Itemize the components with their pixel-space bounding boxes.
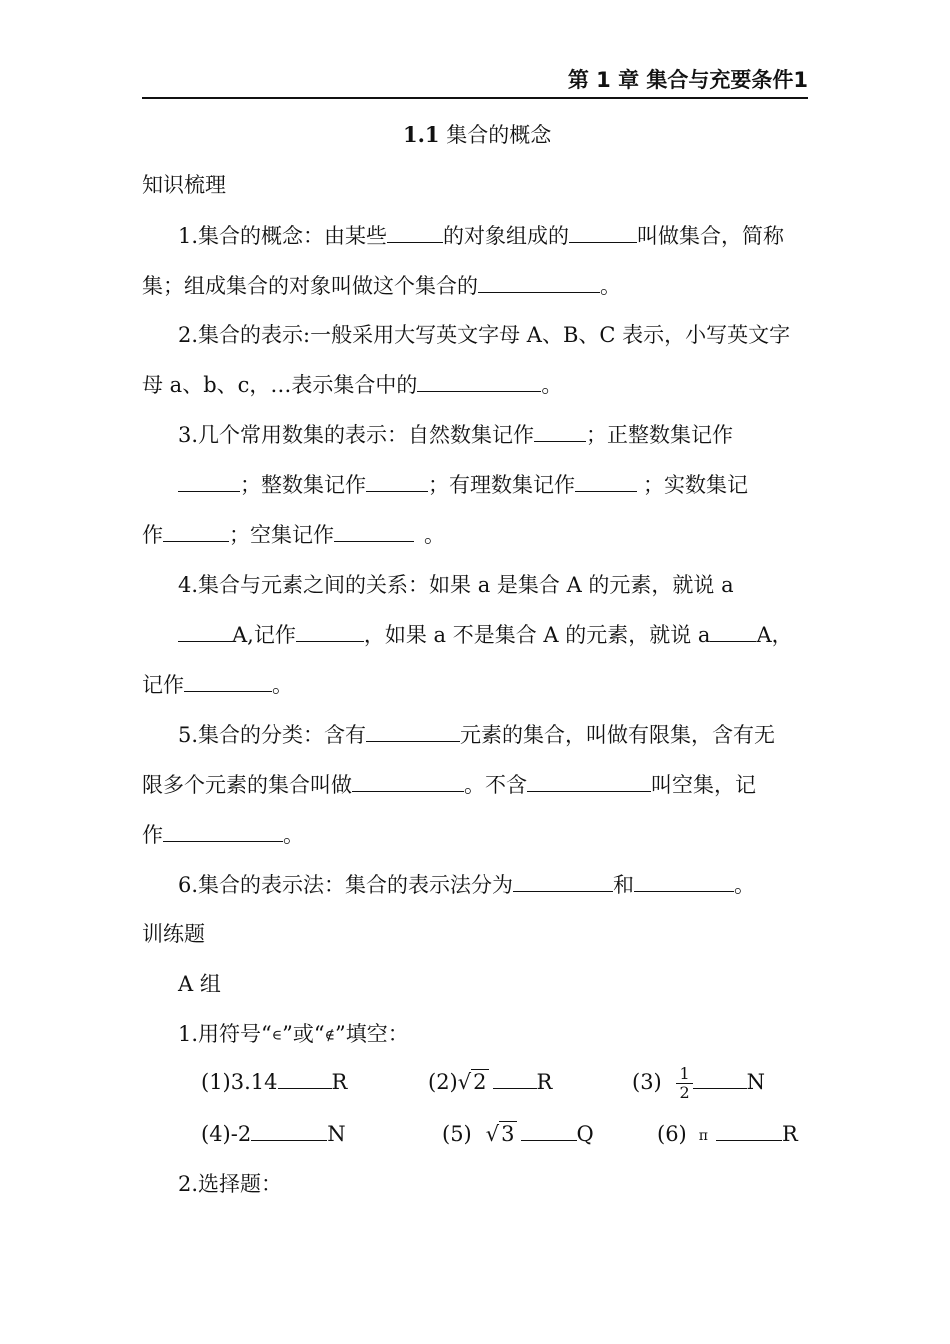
blank-field[interactable] [569, 222, 637, 243]
blank-field[interactable] [693, 1068, 747, 1089]
blank-field[interactable] [163, 521, 229, 542]
item-6-set: R [781, 1122, 798, 1146]
blank-field[interactable] [334, 521, 414, 542]
blank-field[interactable] [366, 721, 460, 742]
p3-text-e: ；实数集记 [643, 473, 748, 497]
blank-field[interactable] [575, 471, 637, 492]
p4-text-e: 记作 [142, 673, 184, 697]
fraction-one-half [676, 1065, 692, 1102]
blank-field[interactable] [366, 471, 428, 492]
item-5 [442, 1120, 594, 1148]
p3-text-h: 。 [424, 523, 445, 547]
blank-field[interactable] [634, 871, 734, 892]
p1-text-a: 1.集合的概念：由某些 [178, 224, 388, 248]
item-6-label: (6) [657, 1122, 687, 1146]
blank-field[interactable] [278, 1068, 332, 1089]
header-divider [142, 97, 808, 99]
p6-text-a: 6.集合的表示法：集合的表示法分为 [178, 873, 514, 897]
paragraph-3-line-1 [178, 421, 733, 449]
blank-field[interactable] [710, 621, 756, 642]
question-2: 2.选择题： [178, 1172, 283, 1196]
blank-field[interactable] [178, 471, 240, 492]
q1-text-c: ”填空： [335, 1022, 409, 1046]
blank-field[interactable] [352, 771, 464, 792]
knowledge-heading: 知识梳理 [142, 173, 226, 197]
p3-text-d: ；有理数集记作 [428, 473, 575, 497]
blank-field[interactable] [387, 222, 443, 243]
paragraph-5-line-1 [178, 721, 775, 749]
item-1-label: (1)3.14 [201, 1070, 278, 1094]
paragraph-2-line-2 [142, 371, 562, 399]
blank-field[interactable] [493, 1068, 537, 1089]
blank-field[interactable] [716, 1120, 782, 1141]
paragraph-5-line-2 [142, 771, 756, 799]
blank-field[interactable] [534, 421, 586, 442]
radicand: 3 [501, 1122, 515, 1146]
p1-text-d: 集；组成集合的对象叫做这个集合的 [142, 274, 478, 298]
p5-text-a: 5.集合的分类：含有 [178, 723, 367, 747]
p5-text-f: 作 [142, 823, 163, 847]
blank-field[interactable] [178, 621, 232, 642]
not-element-of-symbol: ∉ [324, 1027, 336, 1044]
p5-text-g: 。 [283, 823, 304, 847]
sqrt-3: √3 [485, 1122, 515, 1146]
item-6 [657, 1120, 798, 1150]
p5-text-e: 叫空集，记 [651, 773, 756, 797]
blank-field[interactable] [163, 821, 283, 842]
p2-text-b: 母 a、b、c，…表示集合中的 [142, 373, 418, 397]
blank-field[interactable] [521, 1120, 577, 1141]
p4-text-d: A， [756, 623, 793, 647]
item-4 [201, 1120, 346, 1148]
item-5-set: Q [576, 1122, 594, 1146]
item-5-label: (5) [442, 1122, 472, 1146]
item-3 [632, 1062, 765, 1102]
paragraph-3-line-3 [142, 521, 445, 549]
item-4-label: (4)-2 [201, 1122, 252, 1146]
chapter-title: 第 1 章 集合与充要条件1 [567, 68, 808, 92]
blank-field[interactable] [417, 371, 541, 392]
element-of-symbol: ∈ [271, 1027, 283, 1044]
sqrt-2: √2 [457, 1070, 487, 1094]
blank-field[interactable] [513, 871, 613, 892]
item-1-set: R [331, 1070, 348, 1094]
item-2 [428, 1068, 552, 1096]
p1-text-b: 的对象组成的 [443, 224, 570, 248]
blank-field[interactable] [478, 272, 600, 293]
item-1 [201, 1068, 347, 1096]
section-name: 集合的概念 [446, 123, 552, 147]
p3-text-c: ；整数集记作 [240, 473, 366, 497]
section-title [403, 121, 551, 149]
paragraph-4-line-1: 4.集合与元素之间的关系：如果 a 是集合 A 的元素，就说 a [178, 573, 734, 597]
paragraph-2-line-1: 2.集合的表示:一般采用大写英文字母 A、B、C 表示，小写英文字 [178, 323, 791, 347]
p4-text-c: ，如果 a 不是集合 A 的元素，就说 a [363, 623, 711, 647]
p4-text-b: A,记作 [232, 623, 296, 647]
p5-text-d: 。不含 [464, 773, 527, 797]
exercises-heading: 训练题 [142, 922, 205, 946]
paragraph-5-line-3 [142, 821, 304, 849]
radicand: 2 [473, 1070, 487, 1094]
p1-text-c: 叫做集合，简称 [637, 224, 785, 248]
p3-text-a: 3.几个常用数集的表示：自然数集记作 [178, 423, 535, 447]
paragraph-6 [178, 871, 755, 899]
blank-field[interactable] [527, 771, 651, 792]
denominator: 2 [679, 1083, 690, 1102]
item-3-label: (3) [632, 1070, 662, 1094]
item-2-label: (2) [428, 1070, 458, 1094]
section-number: 1.1 [403, 122, 440, 147]
numerator: 1 [676, 1065, 692, 1084]
paragraph-1-line-1 [178, 222, 806, 250]
p3-text-g: ；空集记作 [229, 523, 334, 547]
p6-text-b: 和 [613, 873, 635, 897]
item-3-set: N [746, 1070, 765, 1094]
p5-text-b: 元素的集合，叫做有限集，含有无 [460, 723, 776, 747]
p6-text-c: 。 [734, 873, 756, 897]
pi-symbol: π [698, 1127, 708, 1144]
blank-field[interactable] [296, 621, 364, 642]
group-label: A 组 [178, 972, 221, 996]
p4-text-f: 。 [272, 673, 293, 697]
p3-text-b: ；正整数集记作 [586, 423, 734, 447]
item-4-set: N [327, 1122, 346, 1146]
q1-text-b: ”或“ [282, 1022, 325, 1046]
paragraph-4-line-2 [178, 621, 793, 649]
paragraph-3-line-2 [178, 471, 748, 499]
p1-text-e: 。 [600, 274, 621, 298]
p2-text-c: 。 [541, 373, 563, 397]
item-2-set: R [536, 1070, 553, 1094]
question-1 [178, 1020, 409, 1050]
blank-field[interactable] [251, 1120, 327, 1141]
p5-text-c: 限多个元素的集合叫做 [142, 773, 352, 797]
paragraph-4-line-3 [142, 671, 293, 699]
blank-field[interactable] [184, 671, 272, 692]
p3-text-f: 作 [142, 523, 163, 547]
paragraph-1-line-2 [142, 272, 621, 300]
q1-text-a: 1.用符号“ [178, 1022, 272, 1046]
